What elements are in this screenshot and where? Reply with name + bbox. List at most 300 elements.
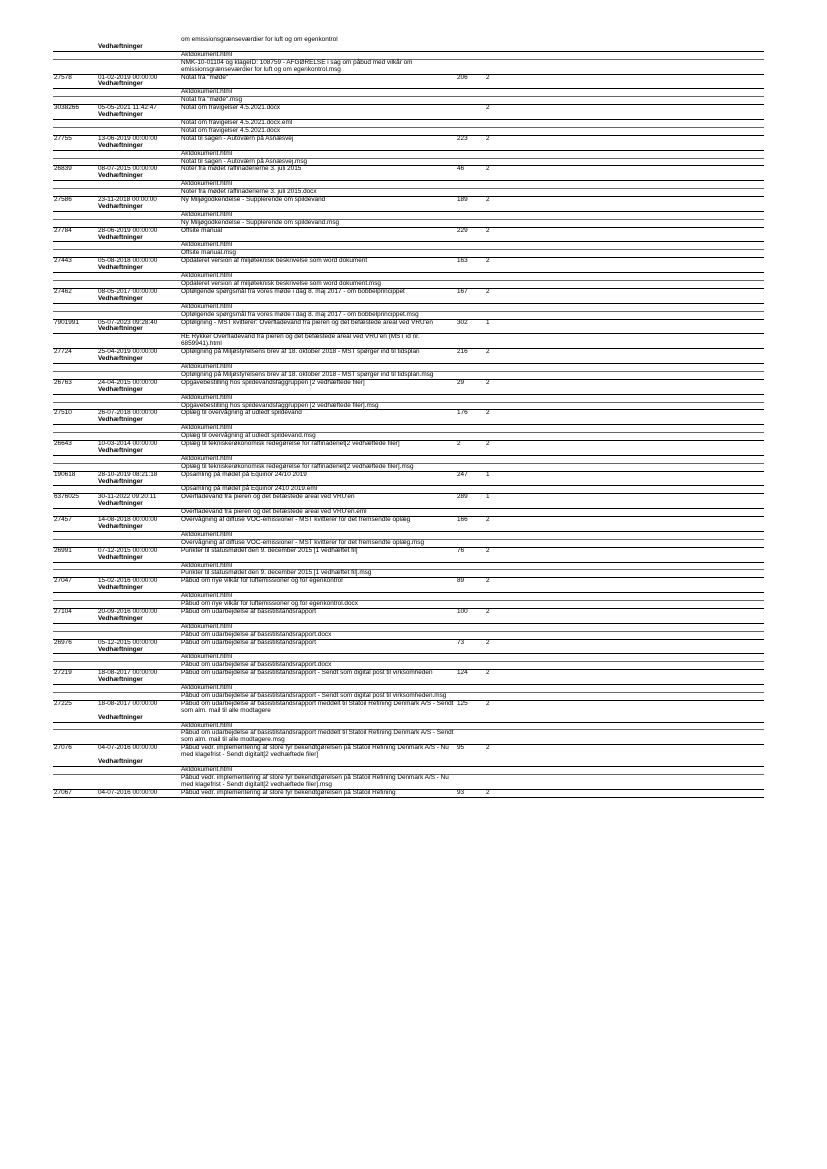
- record-date: 26-07-2018 00:00:00: [98, 409, 158, 417]
- record-row: [53, 228, 764, 235]
- attachment-name: Aktdokument.html: [181, 721, 233, 729]
- record-row: [53, 745, 764, 759]
- attachments-header: [53, 296, 764, 304]
- spacer: [96, 120, 180, 127]
- spacer: [53, 273, 96, 280]
- attachments-label: Vedhæftninger: [98, 264, 143, 272]
- attachment-row: [53, 775, 764, 789]
- record-count: 2: [486, 378, 490, 386]
- record-row: [53, 494, 764, 501]
- attachment-row: [53, 334, 764, 348]
- attachment-row: [53, 189, 764, 196]
- attachments-label: Vedhæftninger: [98, 500, 143, 508]
- record-group: [53, 197, 764, 228]
- record-group: [53, 441, 764, 472]
- spacer: [53, 112, 96, 119]
- attachments-header: [53, 555, 764, 563]
- record-date: 28-10-2019 08:21:18: [98, 470, 158, 478]
- record-count: 1: [486, 318, 490, 326]
- attachment-name: Aktdokument.html: [181, 561, 233, 569]
- spacer: [96, 281, 180, 288]
- record-row: [53, 517, 764, 524]
- record-id: 27457: [54, 516, 72, 524]
- record-count: 2: [486, 226, 490, 234]
- spacer: [53, 509, 96, 516]
- spacer: [53, 563, 96, 570]
- spacer: [96, 509, 180, 516]
- spacer: [53, 212, 96, 219]
- attachment-name: Opfølgning på Miljøstyrelsens brev af 18. oktober 2018 - MST spørger ind til tidsplan.msg: [181, 370, 434, 378]
- record-title: Overvågning af diffuse VOC-emissioner - MST kvitterer for det fremsendte oplæg: [181, 516, 411, 524]
- record-count: 1: [486, 470, 490, 478]
- record-id: 26976: [54, 638, 72, 646]
- spacer: [96, 312, 180, 319]
- spacer: [96, 532, 180, 539]
- record-title: Punkter til statusmødet den 9. december 2015 [1 vedhæftet fil]: [181, 546, 358, 554]
- record-count: 1: [486, 493, 490, 501]
- record-date: 04-07-2016 00:00:00: [98, 744, 158, 752]
- record-group: [53, 701, 764, 745]
- record-title: Opfølgning - MST kvitterer: Overfladevand fra pieren og det befæstede areal ved VRU'en: [181, 318, 433, 326]
- spacer: [53, 593, 96, 600]
- record-date: 05-12-2015 00:00:00: [98, 638, 158, 646]
- spacer: [96, 767, 180, 774]
- record-date: 14-08-2018 00:00:00: [98, 516, 158, 524]
- record-group: [53, 349, 764, 380]
- spacer: [53, 403, 96, 410]
- record-title: Oplæg til tekniske/økonomisk redegørelse for raffinaderiet[2 vedhæftede filer]: [181, 440, 400, 448]
- record-title: Notat fra "møde": [181, 73, 229, 81]
- spacer: [96, 212, 180, 219]
- attachment-row: [53, 395, 764, 403]
- record-row: [53, 790, 764, 797]
- attachment-row: [53, 540, 764, 547]
- attachments-label: Vedhæftninger: [98, 523, 143, 530]
- record-row: [53, 472, 764, 479]
- attachment-row: [53, 128, 764, 135]
- spacer: [96, 723, 180, 730]
- spacer: [96, 540, 180, 547]
- record-date: 01-02-2019 00:00:00: [98, 73, 158, 81]
- record-row: [53, 548, 764, 555]
- attachment-row: [53, 593, 764, 601]
- attachment-name: Opgavebestilling hos spildevandsfaggruppen [2 vedhæftede filer].msg: [181, 401, 379, 409]
- record-number: 163: [457, 257, 468, 265]
- record-group: [53, 578, 764, 609]
- attachments-label: Vedhæftninger: [98, 294, 143, 302]
- record-number: 95: [457, 744, 465, 752]
- attachment-name: Offsite manual.msg: [181, 249, 236, 257]
- attachment-name: Påbud om udarbejdelse af basistilstandsrapport - Sendt som digital post til virksomheden.msg: [181, 691, 447, 699]
- attachment-row: [53, 693, 764, 700]
- record-group: [53, 166, 764, 197]
- record-number: 176: [457, 409, 468, 417]
- record-title: Påbud om udarbejdelse af basistilstandsrapport meddelt til Statoil Refining Denmark A/S - Sendt som alm. mail til alle modtagere: [181, 699, 454, 714]
- spacer: [96, 395, 180, 402]
- record-count: 2: [486, 348, 490, 356]
- record-id: 3038266: [54, 104, 79, 112]
- spacer: [96, 372, 180, 379]
- record-id: 27219: [54, 669, 72, 677]
- record-date: 25-04-2019 00:00:00: [98, 348, 158, 356]
- spacer: [96, 128, 180, 135]
- record-group: [53, 75, 764, 106]
- record-group: [53, 410, 764, 441]
- record-title: Påbud vedr. implementering af store fyr bekendtgørelsen på Statoil Refining: [181, 788, 396, 796]
- record-number: 89: [457, 577, 465, 585]
- record-count: 2: [486, 516, 490, 524]
- attachments-label: Vedhæftninger: [98, 355, 143, 363]
- attachments-header: [53, 417, 764, 425]
- record-date: 05-07-2023 09:28:40: [98, 318, 158, 326]
- attachments-header: [53, 143, 764, 151]
- attachment-name: Aktdokument.html: [181, 210, 233, 218]
- spacer: [96, 334, 180, 348]
- attachment-row: [53, 250, 764, 257]
- spacer: [96, 250, 180, 257]
- record-date: 28-06-2019 00:00:00: [98, 226, 158, 234]
- record-number: 302: [457, 318, 468, 326]
- attachment-name: Påbud om udarbejdelse af basistilstandsrapport meddelt til Statoil Refining Denmark A/S - Sendt som alm. mail til alle modtagere.msg: [181, 729, 454, 744]
- record-group: [53, 548, 764, 579]
- spacer: [53, 654, 96, 661]
- spacer: [53, 555, 96, 562]
- spacer: [53, 181, 96, 188]
- spacer: [53, 356, 96, 363]
- record-row: [53, 670, 764, 677]
- spacer: [53, 220, 96, 227]
- record-title: Opdateret version af miljøteknisk beskrivelse som word dokument: [181, 257, 368, 265]
- record-title: Notat til sagen - Autoværn på Asnæsvej: [181, 134, 294, 142]
- record-id: 7901991: [54, 318, 79, 326]
- spacer: [96, 456, 180, 463]
- record-title: Offsite manual: [181, 226, 223, 234]
- spacer: [96, 662, 180, 669]
- spacer: [96, 304, 180, 311]
- attachment-name: Opsamling på mødet på Equinor 2410 2019.eml: [181, 485, 318, 493]
- record-title: Opgavebestilling hos spildevandsfaggruppen [2 vedhæftede filer]: [181, 378, 365, 386]
- spacer: [96, 159, 180, 166]
- attachment-name: Noter fra mødet raffinaderierne 3. juli 2015.docx: [181, 188, 317, 196]
- attachments-header: [53, 387, 764, 395]
- continuation-group: [53, 37, 764, 75]
- attachment-row: [53, 425, 764, 433]
- spacer: [96, 593, 180, 600]
- record-count: 2: [486, 257, 490, 265]
- record-id: 26991: [54, 546, 72, 554]
- record-row: [53, 105, 764, 112]
- spacer: [53, 585, 96, 592]
- record-row: [53, 166, 764, 173]
- spacer: [96, 632, 180, 639]
- record-id: 27104: [54, 607, 72, 615]
- attachments-header: [53, 448, 764, 456]
- attachments-header: [53, 585, 764, 593]
- attachment-name: Påbud vedr. implementering af store fyr bekendtgørelsen på Statoil Refining Denmark A/S - Nu med klagefrist - Sendt digitalt[2 vedhæftede filer].msg: [181, 773, 449, 788]
- spacer: [53, 532, 96, 539]
- record-number: [454, 105, 484, 112]
- spacer: [96, 601, 180, 608]
- attachments-label: Vedhæftninger: [98, 172, 143, 180]
- attachment-name: Opfølgende spørgsmål fra vores møde i dag 8. maj 2017 - om bobbelprincippet.msg: [181, 310, 419, 318]
- attachments-header: [53, 44, 764, 52]
- attachments-header: [53, 759, 764, 767]
- record-title: Opfølgende spørgsmål fra vores møde i dag 8. maj 2017 - om bobbelprincippet: [181, 287, 405, 295]
- attachment-name: Oplæg til overvågning af udledt spildevand.msg: [181, 432, 316, 440]
- attachment-name: Aktdokument.html: [181, 149, 233, 157]
- continuation-row: [53, 37, 764, 44]
- attachment-name: Punkter til statusmødet den 9. december 2015 [1 vedhæftet fil].msg: [181, 569, 372, 577]
- record-id: 26763: [54, 378, 72, 386]
- spacer: [96, 181, 180, 188]
- attachments-header: [53, 616, 764, 624]
- spacer: [53, 173, 96, 180]
- record-title: Påbud om udarbejdelse af basistilstandsrapport - Sendt som digital post til virksomheden: [181, 669, 433, 677]
- attachment-row: [53, 97, 764, 104]
- attachment-name: Aktdokument.html: [181, 50, 233, 58]
- attachment-row: [53, 433, 764, 440]
- record-row: [53, 349, 764, 356]
- record-title: Påbud vedr. implementering af store fyr bekendtgørelsen på Statoil Refining Denmark A/S - Nu med klagefrist - Sendt digitalt[2 vedhæftede filer]: [181, 744, 449, 759]
- record-id: 27724: [54, 348, 72, 356]
- record-count: 2: [486, 134, 490, 142]
- attachment-name: Aktdokument.html: [181, 362, 233, 370]
- record-number: 124: [457, 669, 468, 677]
- record-number: 125: [457, 699, 468, 707]
- record-date: 05-05-2021 11:42:47: [98, 104, 157, 112]
- record-count: 2: [486, 744, 490, 752]
- record-group: [53, 472, 764, 495]
- attachments-header: [53, 235, 764, 243]
- attachment-name: Notat til sagen - Autoværn på Asnæsvej.msg: [181, 157, 308, 165]
- attachment-row: [53, 181, 764, 189]
- record-title: Påbud om nye vilkår for luftemissioner og for egenkontrol: [181, 577, 343, 585]
- attachments-label: Vedhæftninger: [98, 676, 143, 684]
- attachments-header: [53, 501, 764, 509]
- record-row: [53, 441, 764, 448]
- record-id: 27784: [54, 226, 72, 234]
- spacer: [53, 395, 96, 402]
- spacer: [53, 433, 96, 440]
- attachment-row: [53, 486, 764, 493]
- attachments-label: Vedhæftninger: [98, 202, 143, 210]
- spacer: [53, 448, 96, 455]
- spacer: [53, 159, 96, 166]
- attachment-row: [53, 730, 764, 744]
- spacer: [53, 417, 96, 424]
- attachments-header: [53, 524, 764, 532]
- record-row: [53, 410, 764, 417]
- attachment-row: [53, 120, 764, 128]
- spacer: [96, 220, 180, 227]
- spacer: [96, 685, 180, 692]
- attachments-label: Vedhæftninger: [98, 614, 143, 622]
- record-group: [53, 640, 764, 671]
- record-count: 2: [486, 165, 490, 173]
- document-table: [53, 37, 764, 798]
- record-count: 2: [486, 440, 490, 448]
- record-number: 76: [457, 546, 465, 554]
- spacer: [96, 654, 180, 661]
- spacer: [96, 242, 180, 249]
- record-title: Ny Miljøgodkendelse - Supplerende om spildevand: [181, 196, 326, 204]
- attachment-row: [53, 60, 764, 74]
- record-row: [53, 75, 764, 82]
- attachments-label: Vedhæftninger: [98, 446, 143, 454]
- record-date: 13-06-2019 00:00:00: [98, 134, 158, 142]
- spacer: [53, 120, 96, 127]
- record-group: [53, 609, 764, 640]
- spacer: [53, 693, 96, 700]
- attachments-header: [53, 204, 764, 212]
- record-date: 15-02-2016 00:00:00: [98, 577, 158, 585]
- attachment-name: Aktdokument.html: [181, 653, 233, 661]
- spacer: [53, 616, 96, 623]
- record-date: 18-08-2017 00:00:00: [98, 699, 158, 707]
- spacer: [53, 387, 96, 394]
- record-id: 6376025: [54, 493, 79, 501]
- record-number: 167: [457, 287, 468, 295]
- spacer: [53, 89, 96, 96]
- record-row: [53, 320, 764, 327]
- spacer: [53, 364, 96, 371]
- attachments-label: Vedhæftninger: [98, 645, 143, 653]
- record-title: Oplæg til overvågning af udledt spildevand: [181, 409, 302, 417]
- record-title: Noter fra mødet raffinaderierne 3. juli 2015: [181, 165, 302, 173]
- record-row: [53, 701, 764, 715]
- spacer: [53, 334, 96, 348]
- spacer: [96, 433, 180, 440]
- attachment-name: NMK-10-01104 og klageID: 108759 - AFGØRELSE i sag om påbud med vilkår om emissionsgrænseværdier for luft og om egenkontrol.msg: [181, 58, 413, 73]
- spacer: [53, 425, 96, 432]
- record-group: [53, 320, 764, 350]
- spacer: [53, 372, 96, 379]
- attachment-name: Oplæg til tekniske/økonomisk redegørelse for raffinaderiet[2 vedhæftede filer].msg: [181, 462, 414, 470]
- attachment-name: Overfladevand fra pieren og det befæstede areal ved VRU'en.eml: [181, 508, 367, 516]
- record-date: 24-04-2015 00:00:00: [98, 378, 158, 386]
- attachments-label: Vedhæftninger: [98, 713, 143, 721]
- record-number: 223: [457, 134, 468, 142]
- spacer: [96, 364, 180, 371]
- spacer: [96, 563, 180, 570]
- spacer: [53, 235, 96, 242]
- attachments-label: Vedhæftninger: [98, 111, 143, 119]
- attachments-label: Vedhæftninger: [98, 758, 143, 766]
- spacer: [53, 540, 96, 547]
- spacer: [53, 242, 96, 249]
- record-count: 2: [486, 287, 490, 295]
- record-group: [53, 517, 764, 548]
- record-number: 216: [457, 348, 468, 356]
- record-title: Overfladevand fra pieren og det befæstede areal ved VRU'en: [181, 493, 355, 501]
- spacer: [96, 97, 180, 104]
- spacer: [96, 464, 180, 471]
- spacer: [53, 143, 96, 150]
- spacer: [53, 189, 96, 196]
- attachment-row: [53, 89, 764, 97]
- records-list: [53, 75, 764, 798]
- attachment-row: [53, 220, 764, 227]
- record-group: [53, 380, 764, 411]
- spacer: [53, 767, 96, 774]
- attachment-name: Overvågning af diffuse VOC-emissioner - MST kvitterer for det fremsendte oplæg.msg: [181, 538, 425, 546]
- record-title: Påbud om udarbejdelse af basistilstandsrapport: [181, 607, 316, 615]
- spacer: [96, 403, 180, 410]
- spacer: [96, 273, 180, 280]
- attachments-label: Vedhæftninger: [98, 385, 143, 393]
- record-id: 27586: [54, 196, 72, 204]
- attachment-row: [53, 159, 764, 166]
- record-number: 100: [457, 607, 468, 615]
- spacer: [53, 128, 96, 135]
- attachment-row: [53, 273, 764, 281]
- attachment-name: Opdateret version af miljøteknisk beskrivelse som word dokument.msg: [181, 280, 381, 287]
- spacer: [96, 189, 180, 196]
- spacer: [53, 486, 96, 493]
- spacer: [53, 601, 96, 608]
- spacer: [53, 456, 96, 463]
- spacer: [53, 151, 96, 158]
- record-count: 2: [486, 607, 490, 615]
- attachment-row: [53, 312, 764, 319]
- record-id: 27047: [54, 577, 72, 585]
- attachment-row: [53, 601, 764, 608]
- record-date: 20-09-2016 00:00:00: [98, 607, 158, 615]
- record-count: 2: [486, 788, 490, 796]
- record-id: 190618: [54, 470, 76, 478]
- spacer: [53, 296, 96, 303]
- attachments-header: [53, 356, 764, 364]
- record-row: [53, 289, 764, 296]
- attachment-row: [53, 403, 764, 410]
- attachments-label: Vedhæftninger: [98, 233, 143, 241]
- attachment-name: Aktdokument.html: [181, 684, 233, 692]
- record-group: [53, 136, 764, 167]
- spacer: [53, 647, 96, 654]
- record-date: 30-11-2022 09:20:11: [98, 493, 157, 501]
- spacer: [96, 730, 180, 744]
- spacer: [53, 662, 96, 669]
- record-count: 2: [486, 104, 490, 112]
- record-id: 26839: [54, 165, 72, 173]
- spacer: [53, 501, 96, 508]
- spacer: [96, 693, 180, 700]
- record-date: 07-12-2015 00:00:00: [98, 546, 158, 554]
- attachments-header: [53, 112, 764, 120]
- attachment-name: Aktdokument.html: [181, 302, 233, 310]
- record-title: Opfølgning på Miljøstyrelsens brev af 18. oktober 2018 - MST spørger ind til tidsplan: [181, 348, 420, 356]
- record-count: 2: [486, 638, 490, 646]
- record-date: 18-08-2017 00:00:00: [98, 669, 158, 677]
- attachment-name: Notat om fravigelser 4.5.2021.docx: [181, 126, 281, 134]
- record-date: 08-07-2015 00:00:00: [98, 165, 158, 173]
- spacer: [53, 677, 96, 684]
- record-group: [53, 105, 764, 136]
- spacer: [53, 304, 96, 311]
- attachment-row: [53, 464, 764, 471]
- spacer: [53, 326, 96, 333]
- record-row: [53, 258, 764, 265]
- spacer: [53, 312, 96, 319]
- attachment-name: Påbud om udarbejdelse af basistilstandsrapport.docx: [181, 630, 332, 638]
- attachment-name: Aktdokument.html: [181, 424, 233, 432]
- record-count: 2: [486, 577, 490, 585]
- record-group: [53, 494, 764, 517]
- record-group: [53, 289, 764, 320]
- record-group: [53, 258, 764, 289]
- record-id: 27510: [54, 409, 72, 417]
- spacer: [96, 425, 180, 432]
